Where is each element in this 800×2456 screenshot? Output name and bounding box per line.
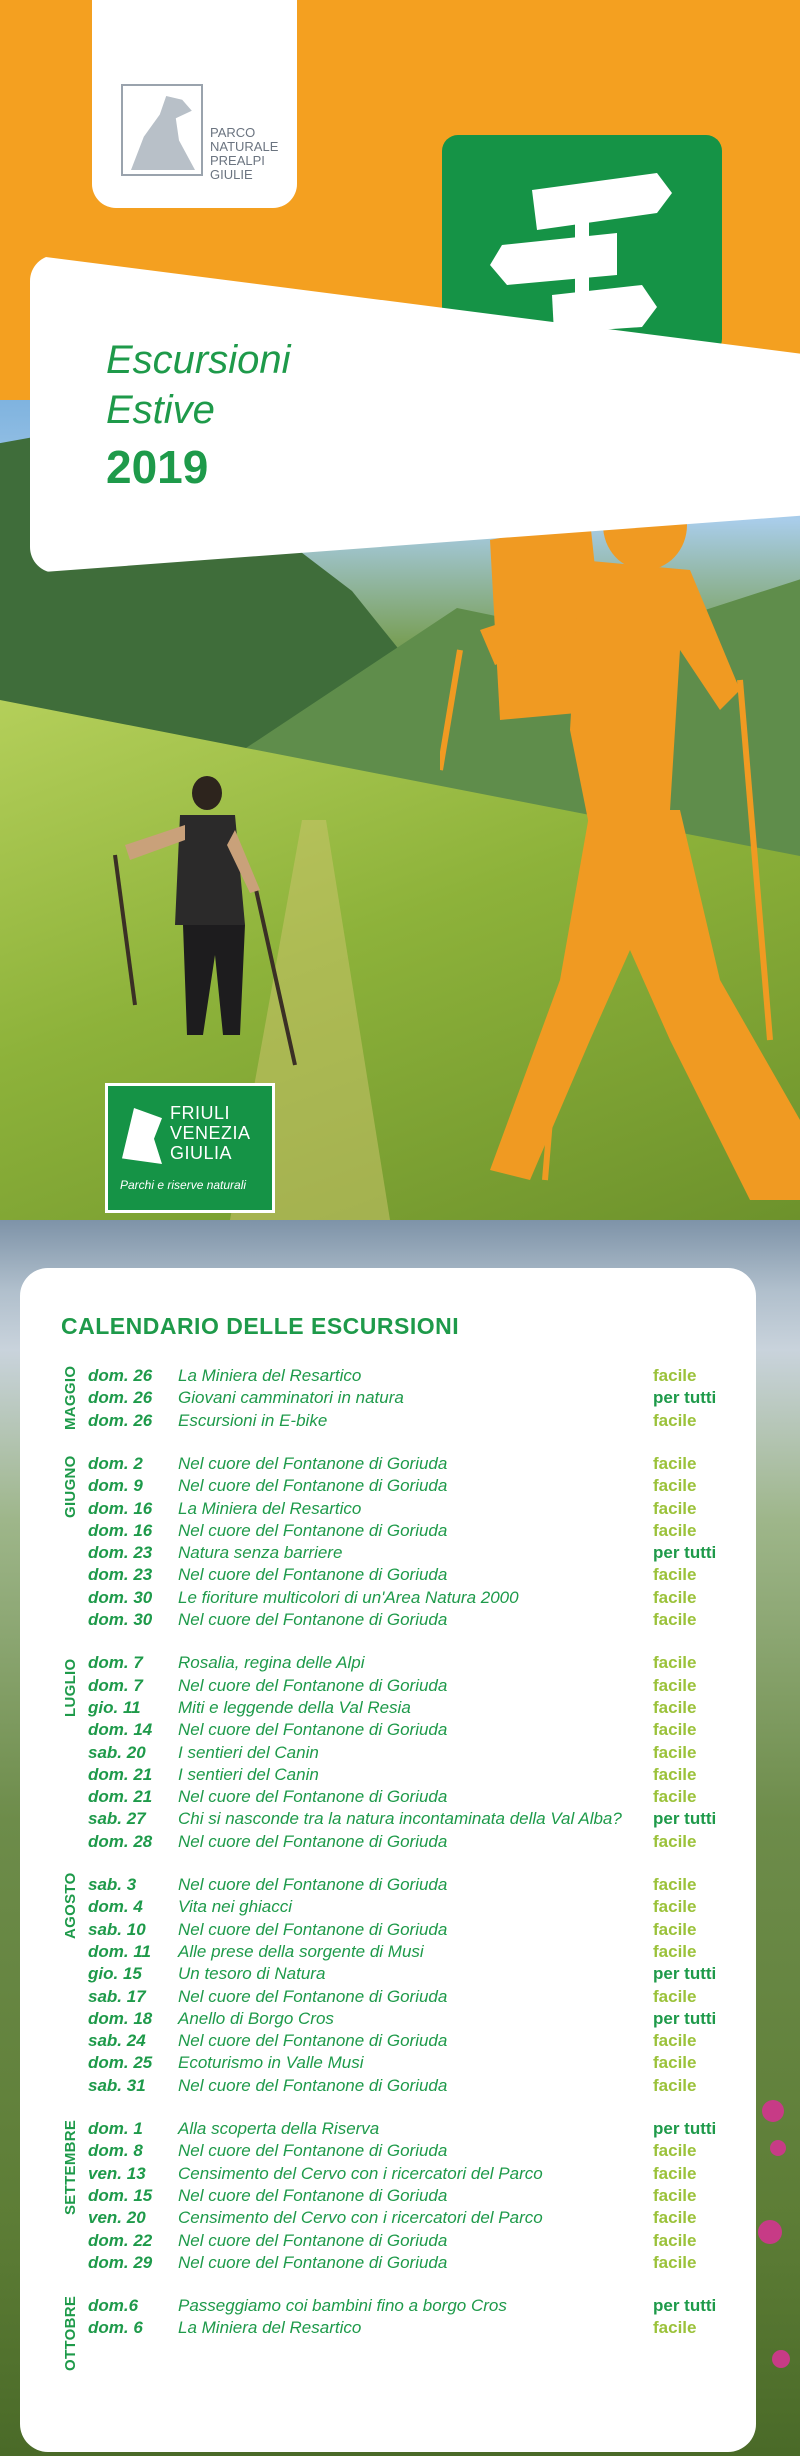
- excursion-row: [88, 1453, 728, 1475]
- excursion-row: [88, 1941, 728, 1963]
- excursion-difficulty: facile: [653, 1764, 697, 1784]
- park-logo-line: PARCO: [210, 125, 256, 140]
- excursion-row: [88, 1564, 728, 1586]
- excursion-date: dom. 26: [88, 1366, 153, 1385]
- excursion-date: dom. 18: [88, 2008, 153, 2028]
- excursion-difficulty: facile: [653, 2252, 697, 2272]
- excursion-difficulty: facile: [653, 1366, 697, 1385]
- excursion-title: Nel cuore del Fontanone di Goriuda: [178, 1520, 448, 1540]
- excursion-date: dom. 26: [88, 1388, 153, 1408]
- excursion-difficulty: facile: [653, 2141, 697, 2161]
- excursion-title: Nel cuore del Fontanone di Goriuda: [178, 1453, 448, 1473]
- excursion-date: sab. 20: [88, 1742, 146, 1762]
- excursion-row: [88, 2008, 728, 2030]
- excursion-date: dom. 25: [88, 2053, 153, 2073]
- excursion-title: Nel cuore del Fontanone di Goriuda: [178, 2031, 448, 2051]
- excursion-difficulty: facile: [653, 1941, 697, 1961]
- excursion-difficulty: facile: [653, 1498, 697, 1518]
- excursion-title: Giovani camminatori in natura: [178, 1388, 404, 1408]
- excursion-difficulty: facile: [653, 2031, 697, 2051]
- excursion-difficulty: facile: [653, 1520, 697, 1540]
- excursion-title: I sentieri del Canin: [178, 1764, 319, 1784]
- excursion-title: Passeggiamo coi bambini fino a borgo Cros: [178, 2296, 507, 2316]
- excursion-date: gio. 15: [88, 1964, 142, 1984]
- month-label: LUGLIO: [62, 1658, 79, 1718]
- excursion-date: dom.6: [88, 2296, 139, 2316]
- month-label: AGOSTO: [62, 1872, 79, 1939]
- excursion-title: Nel cuore del Fontanone di Goriuda: [178, 1675, 448, 1695]
- excursion-row: [88, 2030, 728, 2052]
- excursion-date: dom. 16: [88, 1520, 153, 1540]
- excursion-difficulty: facile: [653, 1410, 697, 1430]
- excursion-title: Nel cuore del Fontanone di Goriuda: [178, 1986, 448, 2006]
- excursion-row: [88, 1675, 728, 1697]
- excursion-row: [88, 1652, 728, 1674]
- excursion-date: dom. 23: [88, 1543, 153, 1563]
- excursion-row: [88, 1719, 728, 1741]
- excursion-title: Ecoturismo in Valle Musi: [178, 2053, 364, 2073]
- excursion-date: gio. 11: [88, 1697, 141, 1717]
- region-logo: [105, 1083, 275, 1213]
- excursion-row: [88, 2230, 728, 2252]
- excursion-title: Nel cuore del Fontanone di Goriuda: [178, 1787, 448, 1807]
- excursion-difficulty: per tutti: [653, 2119, 717, 2138]
- region-logo-line: GIULIA: [170, 1143, 233, 1163]
- excursion-title: Nel cuore del Fontanone di Goriuda: [178, 1919, 448, 1939]
- excursion-title: Nel cuore del Fontanone di Goriuda: [178, 2141, 448, 2161]
- excursion-title: Nel cuore del Fontanone di Goriuda: [178, 1720, 448, 1740]
- excursion-row: [88, 1831, 728, 1853]
- excursion-row: [88, 1410, 728, 1432]
- excursion-difficulty: facile: [653, 1653, 697, 1673]
- excursion-title: Nel cuore del Fontanone di Goriuda: [178, 1875, 448, 1894]
- excursion-difficulty: facile: [653, 1675, 697, 1695]
- excursion-row: [88, 1742, 728, 1764]
- excursion-date: sab. 31: [88, 2075, 146, 2095]
- excursion-difficulty: facile: [653, 1697, 697, 1717]
- excursion-date: dom. 7: [88, 1653, 143, 1673]
- excursion-title: La Miniera del Resartico: [178, 2318, 362, 2338]
- eagle-icon: [122, 1108, 162, 1164]
- region-logo-line: FRIULI: [170, 1103, 231, 1123]
- park-logo-line: GIULIE: [210, 167, 253, 182]
- excursion-difficulty: facile: [653, 2075, 697, 2095]
- excursion-row: [88, 1475, 728, 1497]
- excursion-date: dom. 29: [88, 2252, 153, 2272]
- excursion-row: [88, 1874, 728, 1896]
- excursion-title: I sentieri del Canin: [178, 1742, 319, 1762]
- excursion-row: [88, 1609, 728, 1631]
- excursion-difficulty: facile: [653, 1787, 697, 1807]
- excursion-title: Miti e leggende della Val Resia: [178, 1697, 411, 1717]
- excursion-title: Chi si nasconde tra la natura incontaminata della Val Alba?: [178, 1809, 622, 1829]
- excursion-date: dom. 1: [88, 2119, 143, 2138]
- excursion-row: [88, 2052, 728, 2074]
- excursion-row: [88, 2295, 728, 2317]
- excursion-title: Nel cuore del Fontanone di Goriuda: [178, 2252, 448, 2272]
- excursion-title: Natura senza barriere: [178, 1543, 343, 1563]
- excursion-date: dom. 22: [88, 2230, 153, 2250]
- excursion-difficulty: per tutti: [653, 1388, 717, 1408]
- hiker-silhouette: [440, 480, 800, 1200]
- excursion-row: [88, 1764, 728, 1786]
- month-label: SETTEMBRE: [62, 2119, 79, 2215]
- excursion-row: [88, 1387, 728, 1409]
- calendar-card: [20, 1268, 756, 2452]
- cover: [0, 0, 800, 1220]
- excursion-title: Nel cuore del Fontanone di Goriuda: [178, 2075, 448, 2095]
- month-label: GIUGNO: [62, 1455, 79, 1518]
- excursion-date: sab. 17: [88, 1986, 146, 2006]
- excursion-row: [88, 1986, 728, 2008]
- excursion-title: Nel cuore del Fontanone di Goriuda: [178, 2185, 448, 2205]
- excursion-difficulty: per tutti: [653, 2008, 717, 2028]
- park-logo-icon: [121, 84, 203, 176]
- excursion-row: [88, 1919, 728, 1941]
- excursion-date: dom. 8: [88, 2141, 143, 2161]
- excursion-date: dom. 16: [88, 1498, 153, 1518]
- excursion-difficulty: per tutti: [653, 1964, 717, 1984]
- excursion-row: [88, 1520, 728, 1542]
- flower-decoration: [772, 2350, 790, 2368]
- excursion-difficulty: facile: [653, 1919, 697, 1939]
- excursion-row: [88, 2185, 728, 2207]
- excursion-date: ven. 20: [88, 2208, 146, 2228]
- cover-title-line1: Escursioni: [106, 338, 291, 382]
- excursion-title: La Miniera del Resartico: [178, 1498, 362, 1518]
- excursion-row: [88, 2207, 728, 2229]
- excursion-date: dom. 30: [88, 1587, 153, 1607]
- excursion-date: dom. 21: [88, 1787, 153, 1807]
- excursion-difficulty: per tutti: [653, 1809, 717, 1829]
- excursion-difficulty: facile: [653, 1610, 697, 1629]
- excursion-row: [88, 1786, 728, 1808]
- excursion-title: Vita nei ghiacci: [178, 1897, 293, 1917]
- excursion-row: [88, 1542, 728, 1564]
- excursion-row: [88, 1963, 728, 1985]
- excursion-title: Alle prese della sorgente di Musi: [178, 1941, 424, 1961]
- excursion-row: [88, 1365, 728, 1387]
- hiker-photo-figure: [95, 775, 315, 1075]
- excursion-date: dom. 15: [88, 2185, 153, 2205]
- excursion-title: Escursioni in E-bike: [178, 1410, 328, 1430]
- excursion-row: [88, 1498, 728, 1520]
- excursion-date: dom. 4: [88, 1897, 143, 1917]
- park-logo-text: [210, 126, 278, 182]
- excursion-date: ven. 13: [88, 2163, 146, 2183]
- month-label: MAGGIO: [62, 1365, 79, 1430]
- excursion-difficulty: facile: [653, 1453, 697, 1473]
- flower-decoration: [770, 2140, 786, 2156]
- excursion-row: [88, 2317, 728, 2339]
- excursion-date: dom. 7: [88, 1675, 143, 1695]
- excursion-date: dom. 23: [88, 1565, 153, 1585]
- excursion-date: dom. 6: [88, 2318, 143, 2338]
- excursion-difficulty: per tutti: [653, 2296, 717, 2316]
- excursion-date: dom. 11: [88, 1941, 151, 1961]
- excursion-difficulty: facile: [653, 1875, 697, 1894]
- flower-decoration: [762, 2100, 784, 2122]
- excursion-date: sab. 3: [88, 1875, 137, 1894]
- excursion-date: dom. 9: [88, 1476, 143, 1496]
- excursion-difficulty: facile: [653, 1720, 697, 1740]
- excursion-row: [88, 2140, 728, 2162]
- excursion-row: [88, 1587, 728, 1609]
- excursion-row: [88, 2118, 728, 2140]
- bird-icon: [131, 96, 195, 170]
- excursion-difficulty: facile: [653, 2163, 697, 2183]
- excursion-difficulty: facile: [653, 2318, 697, 2338]
- excursion-difficulty: per tutti: [653, 1543, 717, 1563]
- excursion-date: dom. 14: [88, 1720, 153, 1740]
- excursion-difficulty: facile: [653, 1897, 697, 1917]
- excursion-date: sab. 27: [88, 1809, 146, 1829]
- excursion-difficulty: facile: [653, 1565, 697, 1585]
- excursion-row: [88, 1896, 728, 1918]
- excursion-title: Rosalia, regina delle Alpi: [178, 1653, 365, 1673]
- excursion-date: dom. 28: [88, 1831, 153, 1851]
- excursion-date: sab. 10: [88, 1919, 146, 1939]
- excursion-title: Nel cuore del Fontanone di Goriuda: [178, 1610, 448, 1629]
- excursion-difficulty: facile: [653, 2208, 697, 2228]
- excursion-row: [88, 1697, 728, 1719]
- excursion-title: Censimento del Cervo con i ricercatori del Parco: [178, 2163, 543, 2183]
- excursion-date: dom. 2: [88, 1453, 143, 1473]
- excursion-difficulty: facile: [653, 1831, 697, 1851]
- flower-decoration: [758, 2220, 782, 2244]
- excursion-title: La Miniera del Resartico: [178, 1366, 362, 1385]
- excursion-difficulty: facile: [653, 1587, 697, 1607]
- excursion-row: [88, 2252, 728, 2274]
- park-logo-line: PREALPI: [210, 153, 265, 168]
- region-logo-line: VENEZIA: [170, 1123, 251, 1143]
- excursion-row: [88, 1808, 728, 1830]
- excursion-title: Le fioriture multicolori di un'Area Natura 2000: [178, 1587, 519, 1607]
- cover-year: 2019: [106, 441, 209, 493]
- excursion-title: Nel cuore del Fontanone di Goriuda: [178, 1831, 448, 1851]
- excursion-title: Un tesoro di Natura: [178, 1964, 326, 1984]
- excursion-title: Nel cuore del Fontanone di Goriuda: [178, 2230, 448, 2250]
- excursion-title: Alla scoperta della Riserva: [178, 2119, 380, 2138]
- excursion-difficulty: facile: [653, 2185, 697, 2205]
- excursion-row: [88, 2075, 728, 2097]
- region-logo-subtitle: Parchi e riserve naturali: [120, 1178, 247, 1192]
- excursion-difficulty: facile: [653, 1986, 697, 2006]
- month-label: OTTOBRE: [62, 2295, 79, 2371]
- excursion-difficulty: facile: [653, 1476, 697, 1496]
- excursion-difficulty: facile: [653, 2230, 697, 2250]
- excursion-difficulty: facile: [653, 1742, 697, 1762]
- excursion-title: Anello di Borgo Cros: [178, 2008, 334, 2028]
- excursion-date: dom. 21: [88, 1764, 153, 1784]
- excursion-title: Censimento del Cervo con i ricercatori del Parco: [178, 2208, 543, 2228]
- excursion-row: [88, 2163, 728, 2185]
- park-logo-line: NATURALE: [210, 139, 279, 154]
- excursion-date: sab. 24: [88, 2031, 146, 2051]
- excursion-title: Nel cuore del Fontanone di Goriuda: [178, 1565, 448, 1585]
- excursion-title: Nel cuore del Fontanone di Goriuda: [178, 1476, 448, 1496]
- cover-title-line2: Estive: [106, 388, 215, 432]
- excursion-date: dom. 26: [88, 1410, 153, 1430]
- calendar-title: CALENDARIO DELLE ESCURSIONI: [61, 1313, 460, 1339]
- excursion-date: dom. 30: [88, 1610, 153, 1629]
- excursion-difficulty: facile: [653, 2053, 697, 2073]
